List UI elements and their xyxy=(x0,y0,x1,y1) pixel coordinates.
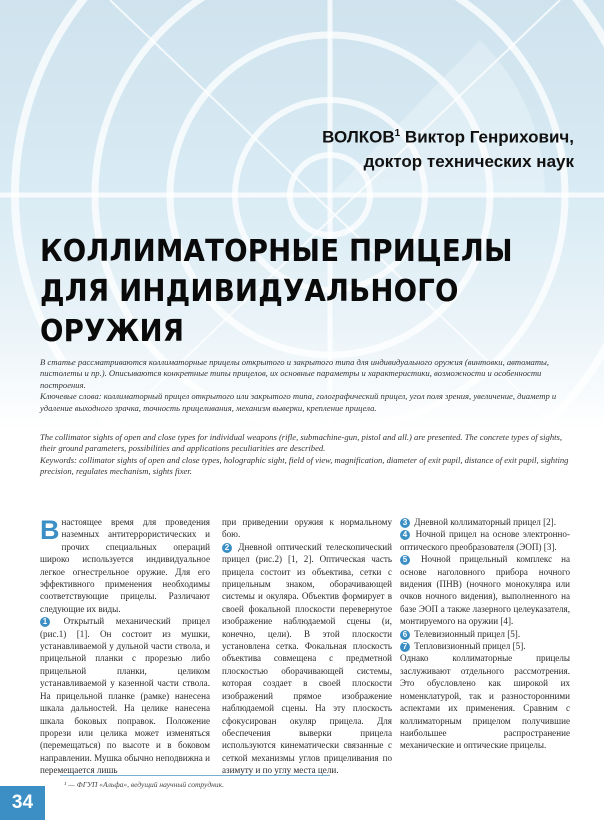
title-line-1: КОЛЛИМАТОРНЫЕ ПРИЦЕЛЫ xyxy=(40,234,513,269)
footnote: ¹ — ФГУП «Альфа», ведущий научный сотрудник. xyxy=(64,780,224,789)
paragraph: 7 Тепловизионный прицел [5]. xyxy=(400,640,570,652)
number-badge: 3 xyxy=(400,518,410,528)
number-badge: 4 xyxy=(400,530,410,540)
author-block xyxy=(322,122,574,174)
column-2 xyxy=(222,516,392,777)
paragraph: 4 Ночной прицел на основе электронно-оптического преобразователя (ЭОП) [3]. xyxy=(400,529,570,552)
paragraph: Внастоящее время для проведения наземных антитеррористических и прочих специальных операций широко используется индивидуальное легкое огнестрельное оружие. Для его эффективного применения необходимы соответствующие прицелы. Различают следующие их виды. xyxy=(40,515,210,614)
column-1 xyxy=(40,516,210,777)
abstract-english xyxy=(40,432,570,478)
keywords-ru: Ключевые слова: коллиматорный прицел открытого или закрытого типа, голографический прицел, угол поля зрения, увеличение, диаметр и удаление выходного зрачка, точность прицеливания, механизм выверки, крепление прицела. xyxy=(40,391,557,413)
number-badge: 1 xyxy=(40,617,50,627)
paragraph: 3 Дневной коллиматорный прицел [2]. xyxy=(400,516,570,528)
drop-cap: В xyxy=(40,515,60,545)
author-name: ВОЛКОВ$^1$ Виктор Генрихович, xyxy=(322,127,574,147)
paragraph: 1 Открытый механический прицел (рис.1) [1]. Он состоит из мушки, устанавливаемой у дульной части ствола, и прицельной планки с прорезью либо прицельной планки, целиком устанавливаемой у казенной части ствола. На прицельной планке (рамке) нанесена шкала дальностей. На целике нанесена шкала боковых поправок. Положение прорези или целика может изменяться (перемещаться) по высоте и в боковом направлении. Мушка обычно неподвижна и перемещается лишь xyxy=(40,616,210,776)
page-number: 34 xyxy=(11,792,34,813)
title-line-2: ДЛЯ ИНДИВИДУАЛЬНОГО ОРУЖИЯ xyxy=(40,274,459,349)
abstract-en-text: The collimator sights of open and close types for individual weapons (rifle, submachine-gun, pistol and all.) are presented. The concrete types of sights, their ground parameters, possibilities and applications peculiarities are described. xyxy=(40,432,563,454)
abstract-russian xyxy=(40,357,570,414)
number-badge: 2 xyxy=(222,543,232,553)
paragraph: 5 Ночной прицельный комплекс на основе наголовного прибора ночного видения (ПНВ) (ночного монокуляра или очков ночного видения), выполненного на базе ЭОП а также лазерного целеуказателя, монтируемого на оружии [4]. xyxy=(400,554,570,627)
number-badge: 7 xyxy=(400,642,410,652)
paragraph: 2 Дневной оптический телескопический прицел (рис.2) [1, 2]. Оптическая часть прицела состоит из объектива, сетки с прицельным знаком, оборачивающей системы и окуляра. Объектив формирует в своей фокальной плоскости перевернутое изображение наблюдаемой сцены (и, конечно, цели). В этой плоскости установлена сетка. Фокальная плоскость объектива совмещена с предметной плоскостью оборачивающей системы, которая создает в своей плоскости изображений прямое изображение наблюдаемой сцены. На эту плоскость сфокусирован окуляр прицела. Для обеспечения выверки прицела используются кинематически связанные с сеткой механизмы углов прицеливания по азимуту и по углу места цели. xyxy=(222,541,392,776)
paragraph: Однако коллиматорные прицелы заслуживают отдельного рассмотрения. Это обусловлено как широкой их номенклатурой, так и разносторонними аспектами их применения. Сравним с коллиматорным прицелом получившие наибольшее распространение механические и оптические прицелы. xyxy=(400,653,570,751)
author-degree: доктор технических наук xyxy=(363,151,574,171)
column-3 xyxy=(400,516,570,752)
footnote-divider xyxy=(60,775,330,776)
article-title xyxy=(40,232,559,352)
paragraph: 6 Телевизионный прицел [5]. xyxy=(400,628,570,640)
number-badge: 6 xyxy=(400,630,410,640)
paragraph: при приведении оружия к нормальному бою. xyxy=(222,517,392,540)
abstract-ru-text: В статье рассматриваются коллиматорные прицелы открытого и закрытого типа для индивидуального оружия (винтовки, автоматы, пистолеты и пр.). Описываются конкретные типы прицелов, их основные параметры и характеристики, возможности и особенности построения. xyxy=(40,357,550,390)
keywords-en: Keywords: collimator sights of open and close types, holographic sight, field of view, magnification, diameter of exit pupil, distance of exit pupil, sighting precision, regulates mechanism, sights fixer. xyxy=(40,454,569,477)
number-badge: 5 xyxy=(400,555,410,565)
